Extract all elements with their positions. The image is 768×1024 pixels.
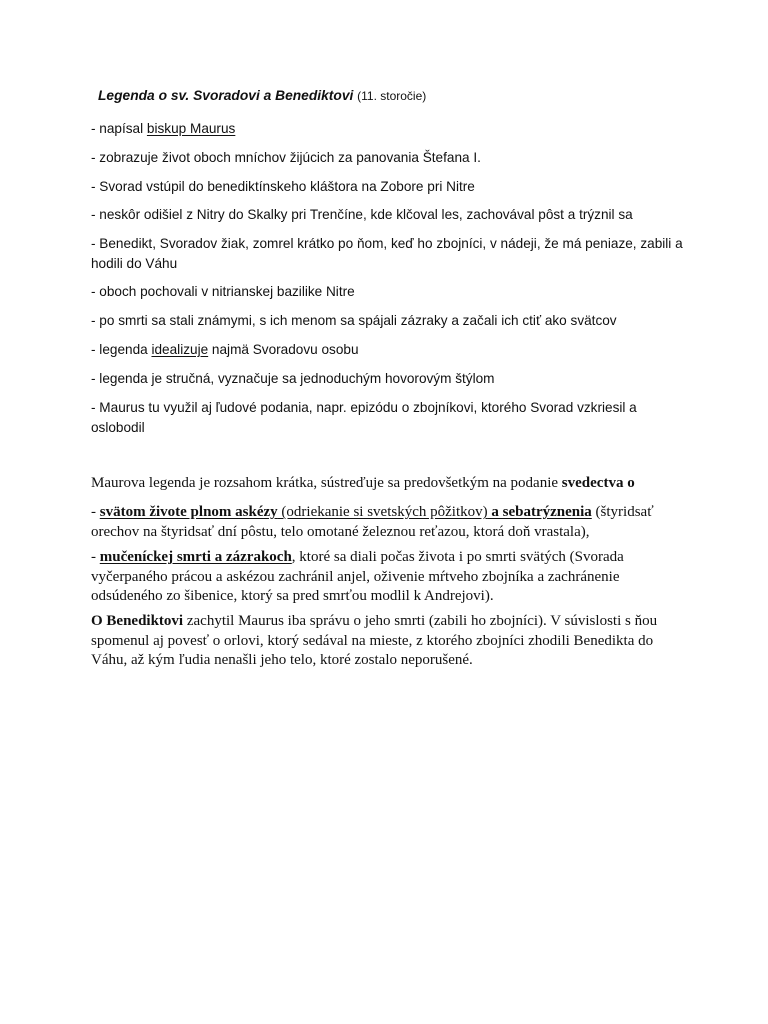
title-main: Legenda o sv. Svoradovi a Benediktovi <box>98 88 354 103</box>
underlined-author: biskup Maurus <box>146 121 236 136</box>
bold-o-benediktovi: O Benediktovi <box>91 613 184 629</box>
bold-underlined-mucenicka-smrt: mučeníckej smrti a zázrakoch <box>99 549 292 565</box>
bold-svedectva: svedectva o <box>561 475 635 491</box>
bold-underlined-askeza: svätom živote plnom askézy <box>99 504 278 520</box>
bullet-item: - Maurus tu využil aj ľudové podania, napr. epizódu o zbojníkovi, ktorého Svorad vzkriesil a oslobodil <box>91 400 637 435</box>
bullet-item: - zobrazuje život oboch mníchov žijúcich za panovania Štefana I. <box>91 150 481 165</box>
bullet-item: - Benedikt, Svoradov žiak, zomrel krátko po ňom, keď ho zbojníci, v nádeji, že má peniaze, zabili a hodili do Váhu <box>91 236 683 271</box>
bold-underlined-sebatryznenia: a sebatrýznenia <box>487 504 592 520</box>
underlined-odriekanie: (odriekanie si svetských pôžitkov) <box>277 504 488 520</box>
underlined-idealizuje: idealizuje <box>151 342 209 357</box>
title-century: (11. storočie) <box>357 89 427 103</box>
document-title <box>98 88 426 103</box>
bullet-author: - napísal biskup Maurus <box>91 121 236 136</box>
bullet-item: - neskôr odišiel z Nitry do Skalky pri Trenčíne, kde klčoval les, zachovával pôst a trýznil sa <box>91 207 633 222</box>
bullet-item: - oboch pochovali v nitrianskej bazilike Nitre <box>91 284 355 299</box>
bullet-item: - po smrti sa stali známymi, s ich menom sa spájali zázraky a začali ich ctiť ako svätcov <box>91 313 617 328</box>
bullet-item: - Svorad vstúpil do benediktínskeho kláštora na Zobore pri Nitre <box>91 179 475 194</box>
paragraph-intro: Maurova legenda je rozsahom krátka, sústreďuje sa predovšetkým na podanie svedectva o <box>91 475 635 491</box>
bullet-item: - legenda je stručná, vyznačuje sa jednoduchým hovorovým štýlom <box>91 371 495 386</box>
paragraph-mucenicka-smrt: - mučeníckej smrti a zázrakoch, ktoré sa diali počas života i po smrti svätých (Svorada vyčerpaného prácou a askézou zachránil anjel, oživenie mŕtveho zbojníka a zachránenie odsúdeného zo šibenice, ktorý sa pred smrťou modlil k Andrejovi). <box>91 549 624 604</box>
paragraph-benedikt: O Benediktovi zachytil Maurus iba správu o jeho smrti (zabili ho zbojníci). V súvislosti s ňou spomenul aj povesť o orlovi, ktorý sedával na mieste, z ktorého zbojníci zhodili Benedikta do Váhu, až kým ľudia nenašli jeho telo, ktoré zostalo neporušené. <box>91 613 658 668</box>
bullet-idealizuje: - legenda idealizuje najmä Svoradovu osobu <box>91 342 359 357</box>
paragraph-askeza: - svätom živote plnom askézy (odriekanie si svetských pôžitkov) a sebatrýznenia (štyridsať orechov na štyridsať dní pôstu, telo omotané železnou reťazou, ktorá doň vrastala), <box>91 504 654 540</box>
